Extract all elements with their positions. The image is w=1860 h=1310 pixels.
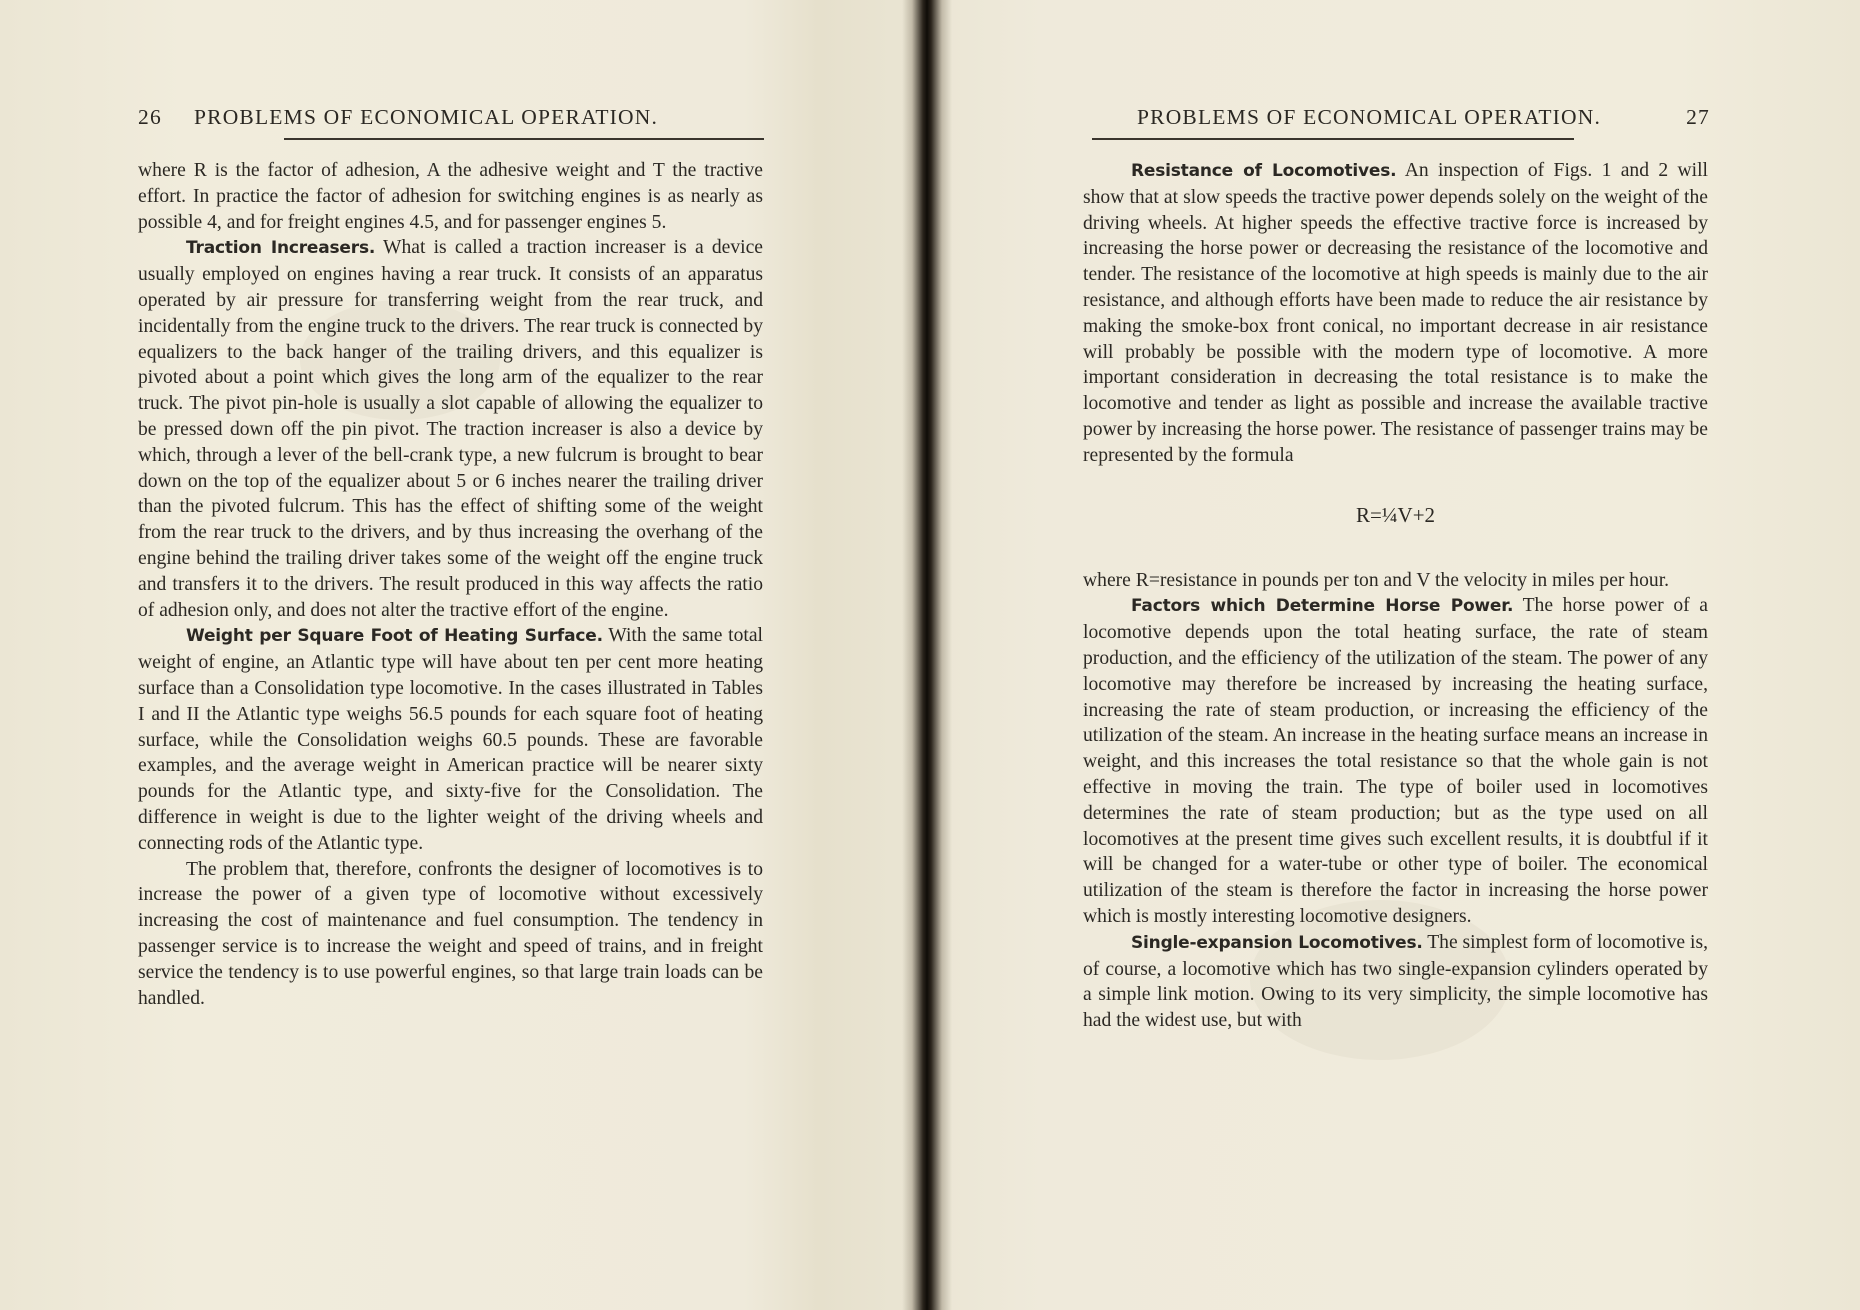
paragraph-text: The horse power of a locomotive depends upon the total heating surface, the rate of steam production, and the efficiency of the utilization of the steam. The power of any locomotive may therefore be increased by increasing the heating surface, increasing the rate of steam production, or increasing the efficiency of the utilization of the steam. An increase in the heating surface means an increase in weight, and this increases the total resistance so that the whole gain is not effective in moving the train. The type of boiler used in locomotives determines the rate of steam production; but as the type used on all locomotives at the present time gives such excellent results, it is doubtful if it will be changed for a water-tube or other type of boiler. The economical utilization of the steam is therefore the factor in increasing the horse power which is mostly interesting locomotive designers. [1083, 595, 1708, 927]
right-body-text [1083, 158, 1708, 1034]
paragraph-heading: Traction Increasers. [186, 238, 376, 259]
paragraph [1083, 930, 1708, 1034]
right-running-title: PROBLEMS OF ECONOMICAL OPERATION. [1137, 105, 1602, 129]
book-gutter [902, 0, 952, 1310]
paragraph [138, 158, 763, 235]
paragraph-text: The problem that, therefore, confronts the designer of locomotives is to increase the power of a given type of locomotive without excessively increasing the cost of maintenance and fuel consumption. The tendency in passenger service is to increase the weight and speed of trains, and in freight service the tendency is to use powerful engines, so that large train loads can be handled. [138, 858, 763, 1009]
left-page [138, 0, 763, 1310]
paragraph-text: where R=resistance in pounds per ton and V the velocity in miles per hour. [1083, 569, 1670, 591]
paragraph-heading: Resistance of Locomotives. [1131, 161, 1397, 181]
paragraph-text: An inspection of Figs. 1 and 2 will show that at slow speeds the tractive power depends solely on the weight of the driving wheels. At higher speeds the effective tractive force is increased by increasing the horse power or decreasing the resistance of the locomotive and tender. The resistance of the locomotive at high speeds is mainly due to the air resistance, and although efforts have been made to reduce the air resistance by making the smoke-box front conical, no important decrease in air resistance will probably be possible with the modern type of locomotive. A more important consideration in decreasing the total resistance is to make the locomotive and tender as light as possible and increase the available tractive power by increasing the horse power. The resistance of passenger trains may be represented by the formula [1083, 160, 1708, 466]
paragraph [1083, 158, 1708, 469]
left-header-rule [284, 138, 764, 140]
paragraph-heading: Factors which Determine Horse Power. [1131, 596, 1514, 617]
paragraph-text: where R is the factor of adhesion, A the adhesive weight and T the tractive effort. In practice the factor of adhesion for switching engines is as nearly as possible 4, and for freight engines 4.5, and for passenger engines 5. [138, 160, 763, 233]
right-header-rule [1092, 138, 1574, 140]
paragraph [138, 623, 763, 856]
paragraph-heading: Single-expansion Locomotives. [1131, 932, 1423, 953]
left-body-text [138, 158, 763, 1011]
paragraph [1083, 568, 1708, 594]
right-running-head [1083, 105, 1708, 133]
paragraph [1083, 593, 1708, 929]
right-page [1083, 0, 1708, 1310]
left-running-head [138, 105, 763, 133]
left-page-number: 26 [138, 105, 162, 129]
paragraph-text: The simplest form of locomotive is, of course, a locomotive which has two single-expansion cylinders operated by a simple link motion. Owing to its very simplicity, the simple locomotive has had the widest use, but with [1083, 931, 1708, 1032]
paragraph-heading: Weight per Square Foot of Heating Surface. [186, 626, 603, 647]
left-running-title: PROBLEMS OF ECONOMICAL OPERATION. [194, 105, 659, 129]
resistance-formula: R=¼V+2 [1355, 502, 1436, 527]
paragraph [138, 235, 763, 623]
paragraph [138, 857, 763, 1012]
paragraph-text: What is called a traction increaser is a device usually employed on engines having a rear truck. It consists of an apparatus operated by air pressure for transferring weight from the rear truck, and incidentally from the engine truck to the drivers. The rear truck is connected by equalizers to the back hanger of the trailing drivers, and this equalizer is pivoted about a point which gives the long arm of the equalizer to the rear truck. The pivot pin-hole is usually a slot capable of allowing the equalizer to be pressed down off the pin pivot. The traction increaser is also a device by which, through a lever of the bell-crank type, a new fulcrum is brought to bear down on the top of the equalizer about 5 or 6 inches nearer the trailing driver than the pivoted fulcrum. This has the effect of shifting some of the weight from the rear truck to the drivers, and by thus increasing the overhang of the engine behind the trailing driver takes some of the weight off the engine truck and transfers it to the drivers. The result produced in this way affects the ratio of adhesion only, and does not alter the tractive effort of the engine. [138, 237, 763, 621]
paragraph-text: With the same total weight of engine, an Atlantic type will have about ten per cent more heating surface than a Consolidation type locomotive. In the cases illustrated in Tables I and II the Atlantic type weighs 56.5 pounds for each square foot of heating surface, while the Consolidation weighs 60.5 pounds. These are favorable examples, and the average weight in American practice will be nearer sixty pounds for the Atlantic type, and sixty-five for the Consolidation. The difference in weight is due to the lighter weight of the driving wheels and connecting rods of the Atlantic type. [138, 625, 763, 854]
paragraphs-after-formula [1083, 568, 1708, 1034]
paragraphs-before-formula [1083, 158, 1708, 469]
right-page-number: 27 [1686, 105, 1710, 129]
